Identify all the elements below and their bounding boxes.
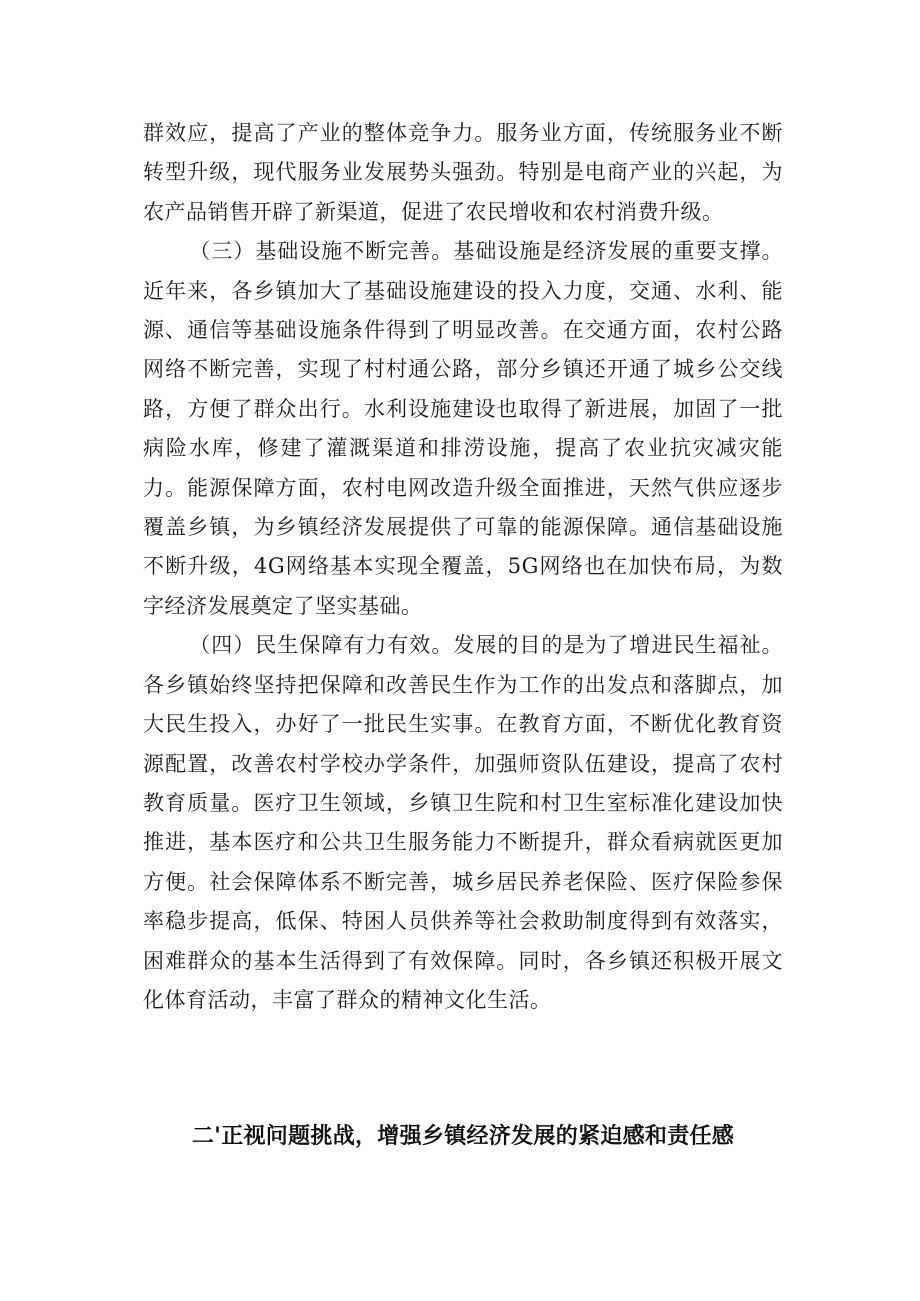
body-text [143, 114, 783, 1020]
paragraph-infrastructure: （三）基础设施不断完善。基础设施是经济发展的重要支撑。近年来，各乡镇加大了基础设施建设的投入力度，交通、水利、能源、通信等基础设施条件得到了明显改善。在交通方面，农村公路网络不断完善，实现了村村通公路，部分乡镇还开通了城乡公交线路，方便了群众出行。水利设施建设也取得了新进展，加固了一批病险水库，修建了灌溉渠道和排涝设施，提高了农业抗灾减灾能力。能源保障方面，农村电网改造升级全面推进，天然气供应逐步覆盖乡镇，为乡镇经济发展提供了可靠的能源保障。通信基础设施不断升级，4G网络基本实现全覆盖，5G网络也在加快布局，为数字经济发展奠定了坚实基础。 [143, 239, 783, 618]
section-heading: 二'正视问题挑战，增强乡镇经济发展的紧迫感和责任感 [191, 1124, 735, 1149]
paragraph-livelihood: （四）民生保障有力有效。发展的目的是为了增进民生福祉。各乡镇始终坚持把保障和改善民生作为工作的出发点和落脚点，加大民生投入，办好了一批民生实事。在教育方面，不断优化教育资源配置，改善农村学校办学条件，加强师资队伍建设，提高了农村教育质量。医疗卫生领域，乡镇卫生院和村卫生室标准化建设加快推进，基本医疗和公共卫生服务能力不断提升，群众看病就医更加方便。社会保障体系不断完善，城乡居民养老保险、医疗保险参保率稳步提高，低保、特困人员供养等社会救助制度得到有效落实，困难群众的基本生活得到了有效保障。同时，各乡镇还积极开展文化体育活动，丰富了群众的精神文化生活。 [143, 633, 783, 1012]
paragraph-continuation: 群效应，提高了产业的整体竞争力。服务业方面，传统服务业不断转型升级，现代服务业发展势头强劲。特别是电商产业的兴起，为农产品销售开辟了新渠道，促进了农民增收和农村消费升级。 [143, 121, 783, 224]
